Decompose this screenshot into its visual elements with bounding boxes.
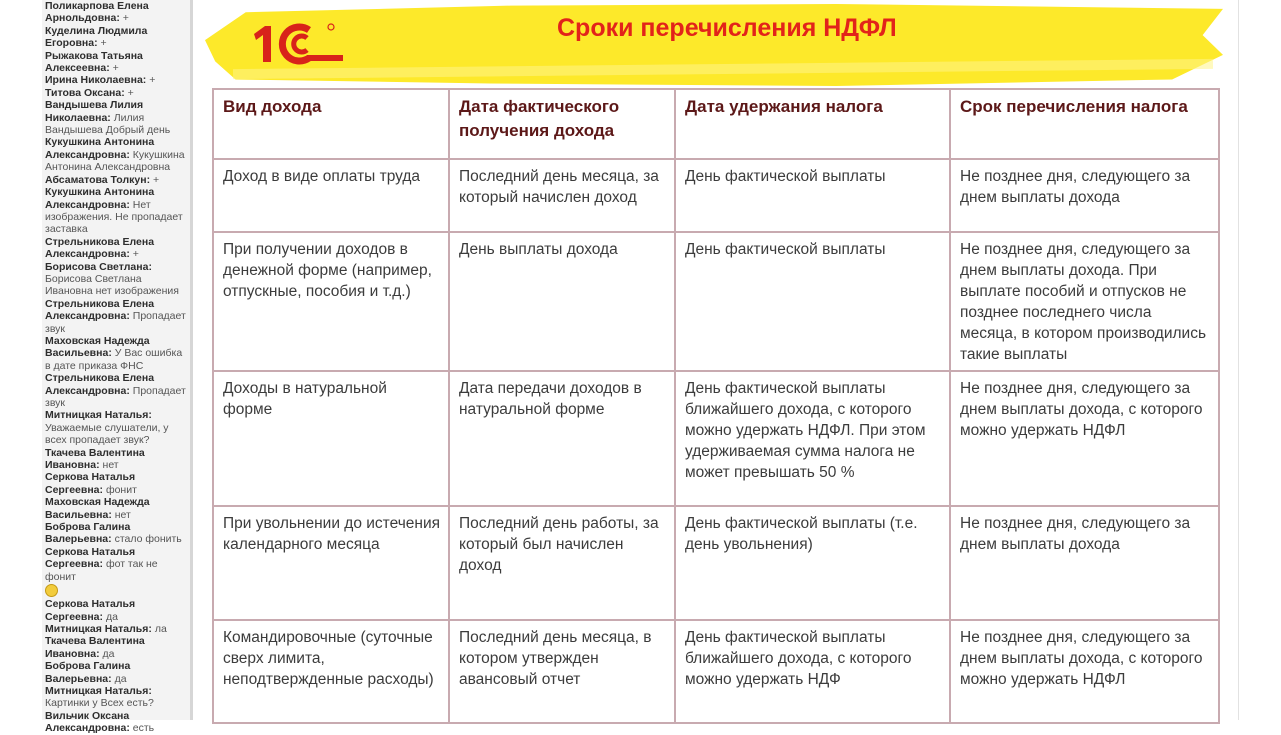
chat-message-text: Картинки у Всех есть? <box>45 697 154 710</box>
chat-message-author: Митницкая Наталья: <box>45 684 152 697</box>
chat-message <box>45 261 190 298</box>
chat-message-text: Кукушкина Антонина Александровна <box>45 148 185 174</box>
table-row <box>213 159 1219 232</box>
chat-message-author: Рыжакова Татьяна Алексеевна: <box>45 49 143 75</box>
chat-message <box>45 635 190 660</box>
chat-message-author: Кукушкина Антонина Александровна: <box>45 186 155 211</box>
chat-message-author: Боброва Галина Валерьевна: <box>45 660 131 685</box>
chat-message-author: Маховская Надежда Васильевна: <box>45 334 150 360</box>
chat-message-text: стало фонить <box>114 533 182 546</box>
table-cell: День фактической выплаты ближайшего дохода, с которого можно удержать НДФ <box>675 620 950 723</box>
table-cell: При увольнении до истечения календарного месяца <box>213 506 449 620</box>
ndfl-deadlines-table <box>212 88 1220 724</box>
chat-message-author: Серкова Наталья Сергеевна: <box>45 545 136 571</box>
chat-message-author: Митницкая Наталья: <box>45 622 152 635</box>
left-margin <box>0 0 42 720</box>
chat-message-text: да <box>105 610 118 623</box>
chat-message <box>45 236 190 261</box>
table-cell: День фактической выплаты <box>675 159 950 232</box>
chat-message-text: да <box>102 647 115 660</box>
table-row <box>213 371 1219 506</box>
chat-message-text: Уважаемые слушатели, у всех пропадает звук? <box>45 421 169 447</box>
chat-message-author: Титова Оксана: <box>45 86 125 99</box>
chat-message-text: нет <box>114 508 131 521</box>
table-cell: При получении доходов в денежной форме (например, отпускные, пособия и т.д.) <box>213 232 449 371</box>
table-cell: День фактической выплаты <box>675 232 950 371</box>
chat-message-text: Пропадает звук <box>45 310 186 335</box>
chat-message <box>45 660 190 685</box>
table-cell: Не позднее дня, следующего за днем выплаты дохода <box>950 159 1219 232</box>
table-cell: День выплаты дохода <box>449 232 675 371</box>
chat-message-text: да <box>114 672 127 685</box>
chat-message-text: + <box>153 173 160 186</box>
chat-message-author: Стрельникова Елена Александровна: <box>45 297 155 323</box>
table-cell: Последний день месяца, в котором утвержден авансовый отчет <box>449 620 675 723</box>
table-cell: Доход в виде оплаты труда <box>213 159 449 232</box>
chat-message <box>45 471 190 496</box>
table-cell: День фактической выплаты ближайшего дохода, с которого можно удержать НДФЛ. При этом удерживаемая сумма налога не может превышать 50 % <box>675 371 950 506</box>
chat-message-text: Лилия Вандышева Добрый день <box>45 111 171 137</box>
slide-title: Сроки перечисления НДФЛ <box>557 14 897 42</box>
header-income-type: Вид дохода <box>213 89 449 159</box>
chat-panel[interactable] <box>42 0 190 735</box>
chat-message-text: нет <box>102 459 119 472</box>
table-row <box>213 620 1219 723</box>
chat-message <box>45 87 190 99</box>
chat-message-author: Куделина Людмила Егоровна: <box>45 24 148 50</box>
chat-message-text: фонит <box>105 483 137 496</box>
chat-message-author: Серкова Наталья Сергеевна: <box>45 471 136 496</box>
chat-message <box>45 186 190 236</box>
smiley-icon <box>45 584 58 597</box>
chat-message <box>45 50 190 75</box>
header-actual-receipt-date: Дата фактического получения дохода <box>449 89 675 159</box>
chat-message <box>45 598 190 623</box>
chat-message <box>45 623 190 635</box>
table-cell: Доходы в натуральной форме <box>213 371 449 506</box>
chat-message <box>45 74 190 86</box>
chat-message <box>45 521 190 546</box>
table-cell: День фактической выплаты (т.е. день увольнения) <box>675 506 950 620</box>
chat-message <box>45 496 190 521</box>
chat-message-author: Борисова Светлана: <box>45 260 152 273</box>
header-transfer-deadline: Срок перечисления налога <box>950 89 1219 159</box>
chat-message-author: Маховская Надежда Васильевна: <box>45 496 150 521</box>
chat-message-author: Ирина Николаевна: <box>45 74 147 87</box>
chat-message-text: Пропадает звук <box>45 384 186 409</box>
chat-message-text: + <box>122 12 129 25</box>
chat-message-text: + <box>149 74 156 87</box>
chat-message-text: Нет изображения. Не пропадает заставка <box>45 198 183 236</box>
chat-message-text: ла <box>154 622 167 635</box>
chat-message-author: Ткачева Валентина Ивановна: <box>45 446 145 472</box>
header-withholding-date: Дата удержания налога <box>675 89 950 159</box>
chat-message-text: + <box>127 86 134 99</box>
chat-message <box>45 298 190 335</box>
chat-message-author: Серкова Наталья Сергеевна: <box>45 598 136 623</box>
chat-message <box>45 0 190 25</box>
chat-message-author: Вильчик Оксана Александровна: <box>45 709 130 735</box>
chat-message <box>45 335 190 372</box>
chat-message-text: фот так не фонит <box>45 558 158 583</box>
table-cell: Командировочные (суточные сверх лимита, неподтвержденные расходы) <box>213 620 449 723</box>
chat-message-author: Кукушкина Антонина Александровна: <box>45 136 155 161</box>
table-row <box>213 232 1219 371</box>
chat-message <box>45 174 190 186</box>
chat-message <box>45 447 190 472</box>
table-header-row <box>213 89 1219 159</box>
chat-message <box>45 99 190 136</box>
table-row <box>213 506 1219 620</box>
chat-message <box>45 25 190 50</box>
chat-message-author: Стрельникова Елена Александровна: <box>45 235 155 261</box>
chat-message-text: Борисова Светлана Ивановна нет изображения <box>45 272 179 298</box>
right-margin <box>1238 0 1281 720</box>
chat-message-author: Вандышева Лилия Николаевна: <box>45 99 144 124</box>
table-cell: Последний день работы, за который был начислен доход <box>449 506 675 620</box>
chat-message <box>45 372 190 409</box>
chat-message-author: Митницкая Наталья: <box>45 409 152 422</box>
table-cell: Не позднее дня, следующего за днем выплаты дохода. При выплате пособий и отпусков не позднее последнего числа месяца, в котором производились такие выплаты <box>950 232 1219 371</box>
chat-message-text: есть <box>132 722 155 735</box>
chat-message-text: + <box>112 62 119 75</box>
table-cell: Дата передачи доходов в натуральной форме <box>449 371 675 506</box>
table-cell: Не позднее дня, следующего за днем выплаты дохода, с которого можно удержать НДФЛ <box>950 620 1219 723</box>
chat-message <box>45 136 190 173</box>
table-cell: Последний день месяца, за который начислен доход <box>449 159 675 232</box>
chat-message-author: Стрельникова Елена Александровна: <box>45 372 155 397</box>
presentation-slide <box>193 0 1238 720</box>
chat-message <box>45 685 190 710</box>
table-cell: Не позднее дня, следующего за днем выплаты дохода <box>950 506 1219 620</box>
chat-message <box>45 546 190 598</box>
chat-message-author: Боброва Галина Валерьевна: <box>45 521 131 546</box>
table-cell: Не позднее дня, следующего за днем выплаты дохода, с которого можно удержать НДФЛ <box>950 371 1219 506</box>
chat-message-text: У Вас ошибка в дате приказа ФНС <box>45 347 183 372</box>
chat-message-text: + <box>132 248 139 261</box>
chat-message-author: Ткачева Валентина Ивановна: <box>45 635 145 660</box>
chat-message <box>45 710 190 735</box>
logo-1c-icon <box>251 20 347 68</box>
chat-message-author: Поликарпова Елена Арнольдовна: <box>45 0 149 25</box>
chat-message-author: Абсаматова Толкун: <box>45 173 151 186</box>
chat-message-text: + <box>100 37 107 50</box>
chat-message <box>45 409 190 446</box>
